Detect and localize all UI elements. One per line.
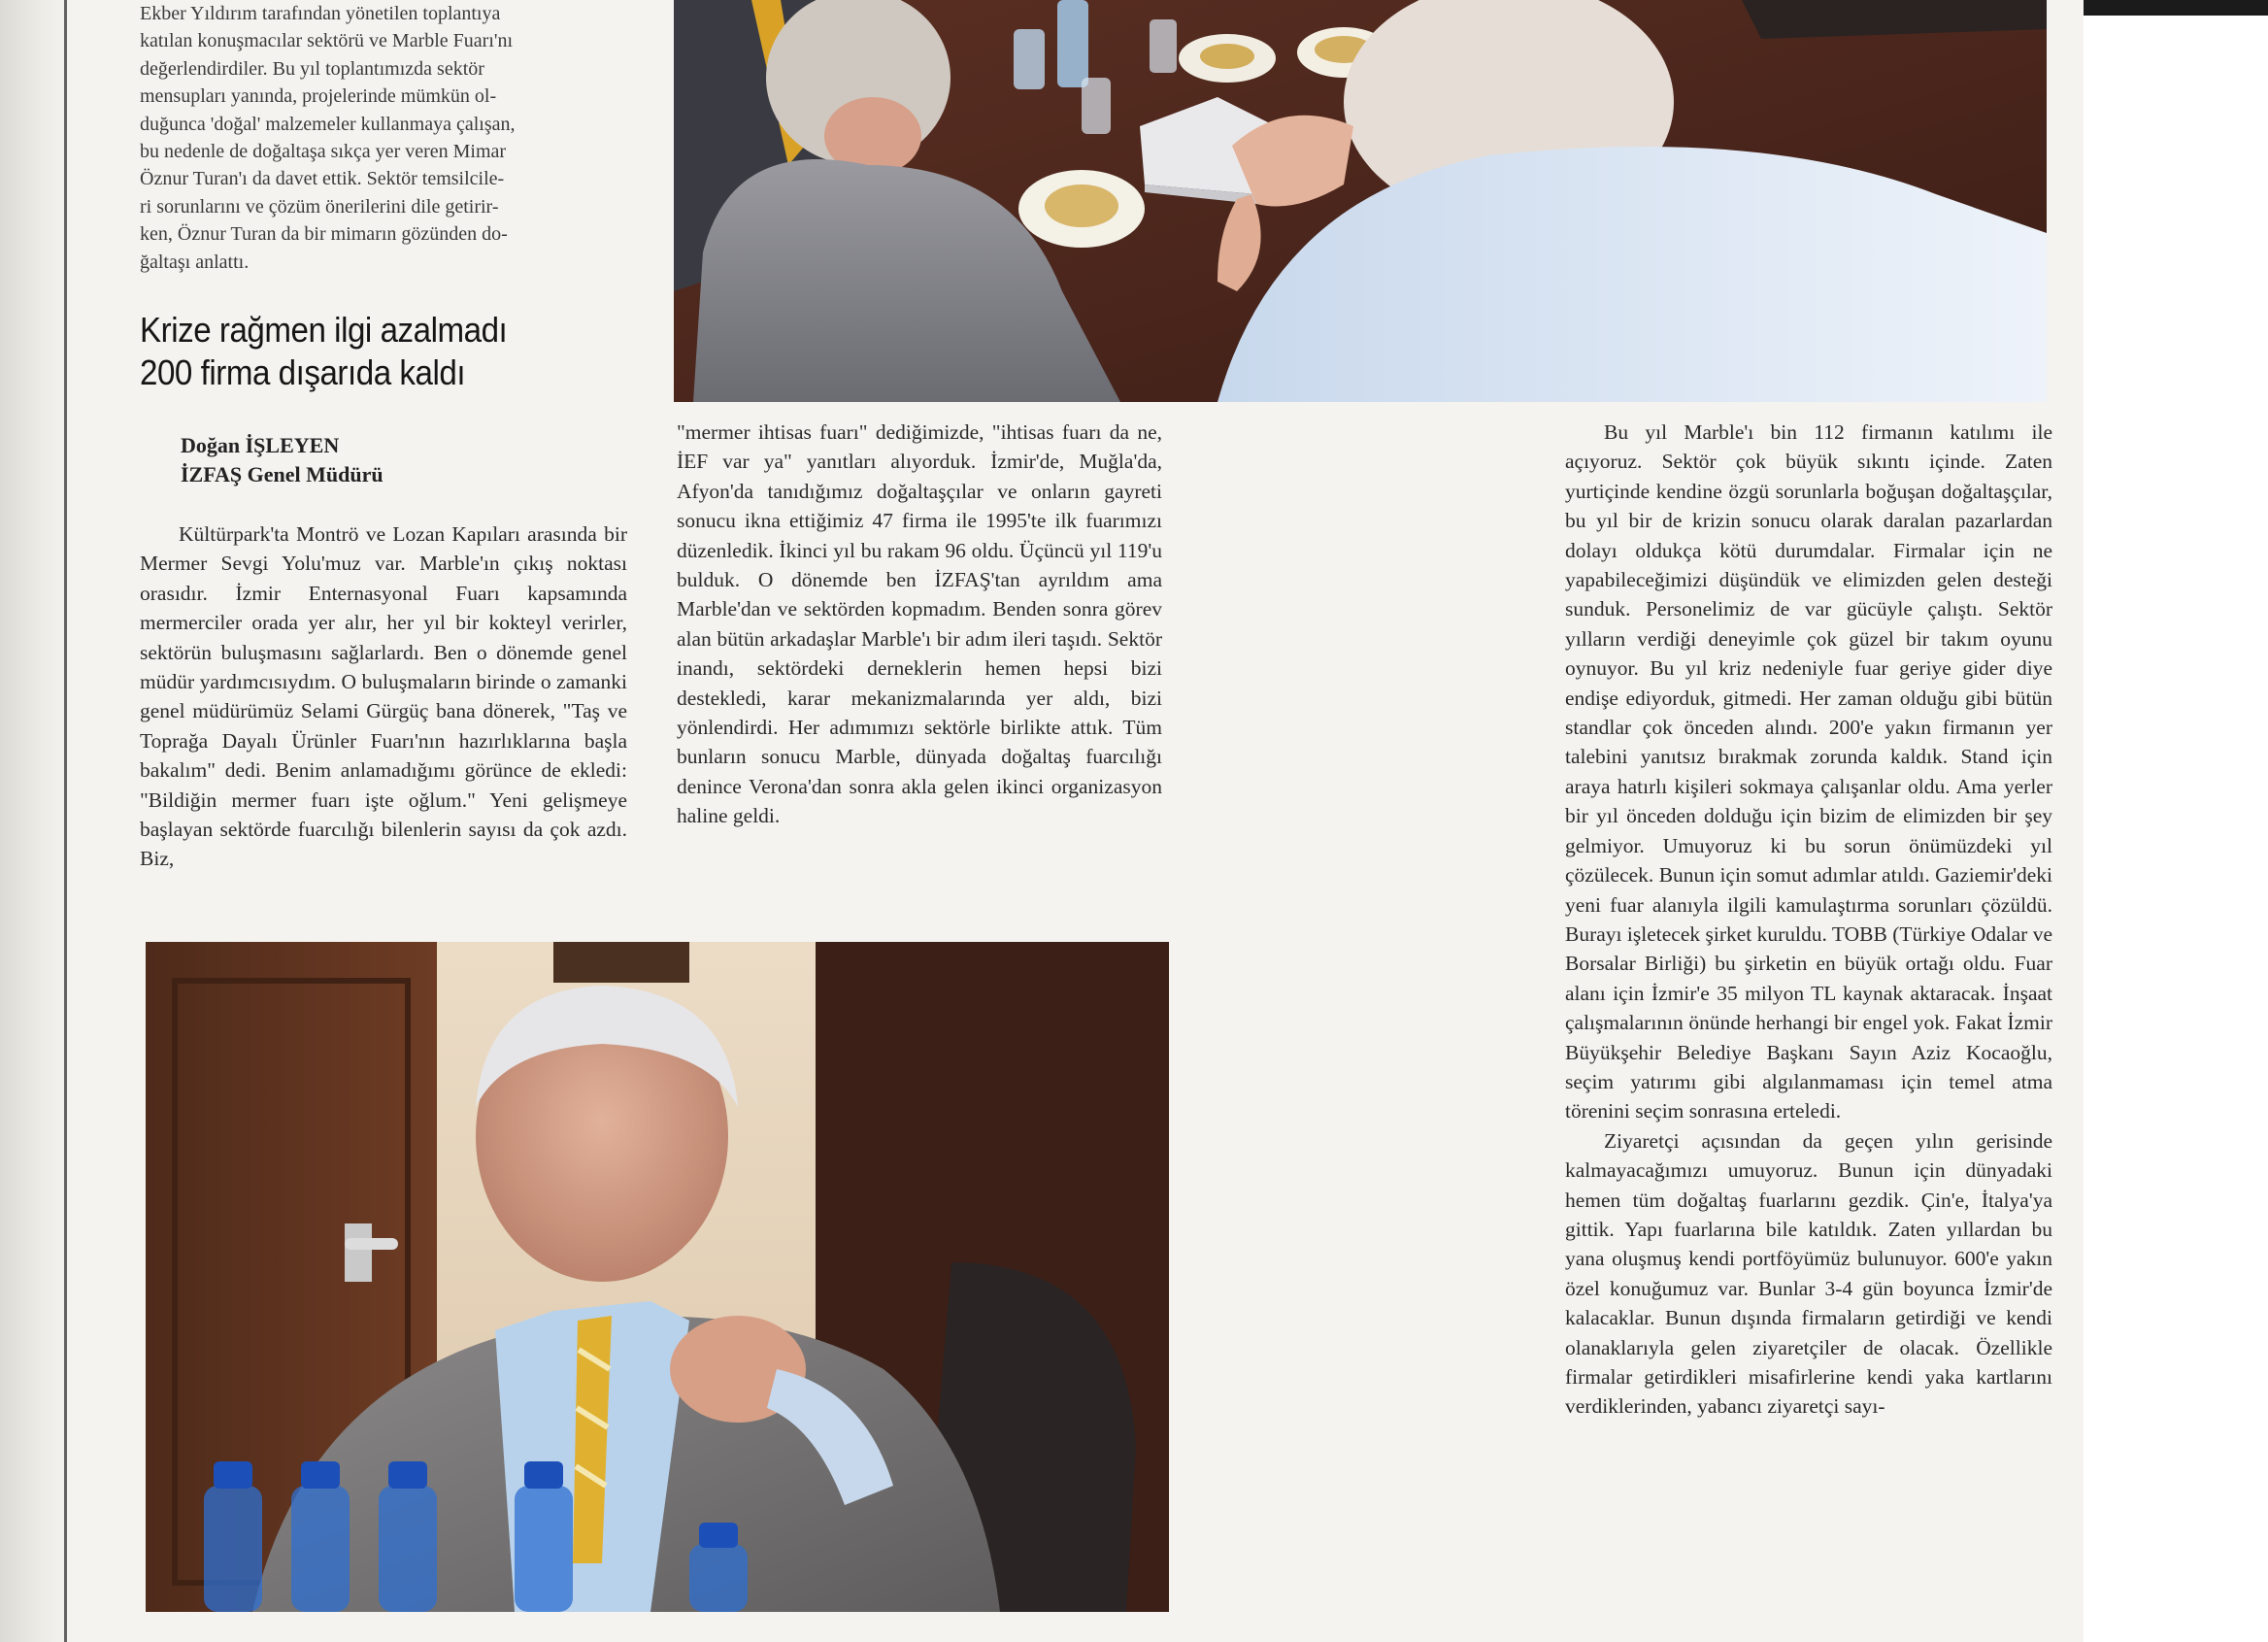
column-paragraph: Bu yıl Marble'ı bin 112 firmanın katılımı ile açıyoruz. Sektör çok büyük sıkıntı içinde. Zaten yurtiçinde kendine özgü sorunlarla boğuşan doğaltaşçılar, bu yıl bir de krizin sonucu olarak daralan pazarlardan dolayı oldukça kötü durumdalar. Firmalar için ne yapabileceğimizi düşündük ve elimizden gelen desteği sunduk. Personelimiz de var gücüyle çalıştı. Sektör yılların verdiği deneyimle çok güzel bir takım oyunu oynuyor. Bu yıl kriz nedeniyle fuar geriye gider diye endişe ediyorduk, gitmedi. Her zaman olduğu gibi bütün standlar çok önceden alındı. 200'e yakın firmanın yer talebini yanıtsız bırakmak zorunda kaldık. Stand için araya hatırlı kişileri sokmaya çalışanlar oldu. Ama yerler bir yıl önceden dolduğu için bizim de elimizden bir şey gelmiyor. Umuyoruz ki bu sorun önümüzdeki yıl çözülecek. Bunun için somut adımlar atıldı. Gaziemir'deki yeni fuar alanıyla ilgili kamulaştırma sorunları çözüldü. Burayı işletecek şirket kuruldu. TOBB (Türkiye Odalar ve Borsalar Birliği) bu şirketin en büyük ortağı oldu. Fuar alanı için İzmir'e 35 milyon TL kaynak aktaracak. İnşaat çalışmalarının önünde herhangi bir engel yok. Fakat İzmir Büyükşehir Belediye Başkanı Sayın Aziz Kocaoğlu, seçim yatırımı gibi algılanmaması için temel atma törenini seçim sonrasına erteledi. <box>1565 420 2052 1123</box>
author-name: Doğan İŞLEYEN <box>181 433 340 457</box>
article-headline <box>140 309 586 394</box>
intro-line: Öznur Turan'ı da davet ettik. Sektör temsilcile- <box>140 168 505 190</box>
intro-line: değerlendirdiler. Bu yıl toplantımızda sektör <box>140 57 484 80</box>
page-right-margin <box>2084 0 2268 1642</box>
scan-edge-shadow <box>2084 0 2268 16</box>
column-paragraph: Ziyaretçi açısından da geçen yılın gerisinde kalmayacağımızı umuyoruz. Bunun için dünyadaki hemen tüm doğaltaş fuarlarını gezdik. Çin'e, İtalya'ya gittik. Yapı fuarlarına bile katıldık. Zaten yıllardan bu yana oluşmuş kendi portföyümüz bulunuyor. 600'e yakın özel konuğumuz var. Bunlar 3-4 gün boyunca İzmir'de kalacaklar. Bunun dışında firmaların getirdiği ve kendi olanaklarıyla gelen ziyaretçiler de olacak. Özellikle firmalar getirdikleri misafirlerine kendi yaka kartlarını verdiklerinden, yabancı ziyaretçi sayı- <box>1565 1128 2052 1419</box>
intro-line: Ekber Yıldırım tarafından yönetilen toplantıya <box>140 3 501 24</box>
body-column-left <box>140 519 627 874</box>
column-paragraph: Kültürpark'ta Montrö ve Lozan Kapıları arasında bir Mermer Sevgi Yolu'muz var. Marble'ın çıkış noktası orasıdır. İzmir Enternasyonal Fuarı kapsamında mermerciler orada yer alır, her yıl bir kokteyl verirler, sektörün buluşmasını sağlarlardı. Ben o dönemde genel müdür yardımcısıydım. O buluşmaların birinde o zamanki genel müdürümüz Selami Gürgüç bana dönerek, "Taş ve Toprağa Dayalı Ürünler Fuarı'nın hazırlıklarına başla bakalım" dedi. Benim anlamadığımı görünce de ekledi: "Bildiğin mermer fuarı işte oğlum." Yeni gelişmeye başlayan sektörde fuarcılığı bilenlerin sayısı da çok azdı. Biz, <box>140 522 627 871</box>
intro-line: katılan konuşmacılar sektörü ve Marble Fuarı'nı <box>140 30 514 52</box>
intro-line: ğaltaşı anlattı. <box>140 251 250 273</box>
speaker-portrait-illustration <box>146 942 1169 1612</box>
intro-line: bu nedenle de doğaltaşa sıkça yer veren Mimar <box>140 141 507 163</box>
intro-line: ri sorunlarını ve çözüm önerilerini dile getirir- <box>140 195 499 218</box>
headline-line-2: 200 firma dışarıda kaldı <box>140 352 466 392</box>
column-paragraph: "mermer ihtisas fuarı" dediğimizde, "ihtisas fuarı da ne, İEF var ya" yanıtları alıyorduk. İzmir'de, Muğla'da, Afyon'da tanıdığımız doğaltaşçılar ve onların gayreti sonucu ikna ettiğimiz 47 firma ile 1995'te ilk fuarımızı düzenledik. İkinci yıl bu rakam 96 oldu. Üçüncü yıl 119'u bulduk. O dönemde ben İZFAŞ'tan ayrıldım ama Marble'dan ve sektörden kopmadım. Benden sonra görev alan bütün arkadaşlar Marble'ı bir adım ileri taşıdı. Sektör inandı, sektördeki derneklerin hemen hepsi bizi destekledi, karar mekanizmalarında yer aldı, bizi yönlendirdi. Her adımımızı sektörle birlikte attık. Tüm bunların sonucu Marble, dünyada doğaltaş fuarcılığı denince Verona'dan sonra akla gelen ikinci organizasyon haline geldi. <box>677 420 1162 828</box>
headline-line-1: Krize rağmen ilgi azalmadı <box>140 310 508 350</box>
meeting-table-photo <box>674 0 2047 402</box>
intro-paragraph <box>140 0 623 276</box>
speaker-portrait-photo <box>146 942 1169 1612</box>
author-byline <box>181 431 384 489</box>
meeting-table-illustration <box>674 0 2047 402</box>
body-column-right <box>1565 418 2052 1422</box>
intro-line: ken, Öznur Turan da bir mimarın gözünden do- <box>140 223 508 246</box>
page-spine-shadow <box>0 0 68 1642</box>
intro-line: mensupları yanında, projelerinde mümkün ol- <box>140 85 497 108</box>
intro-line: duğunca 'doğal' malzemeler kullanmaya çalışan, <box>140 113 516 135</box>
body-column-middle <box>677 418 1162 831</box>
page-gutter-line <box>64 0 67 1642</box>
author-role: İZFAŞ Genel Müdürü <box>181 462 384 486</box>
